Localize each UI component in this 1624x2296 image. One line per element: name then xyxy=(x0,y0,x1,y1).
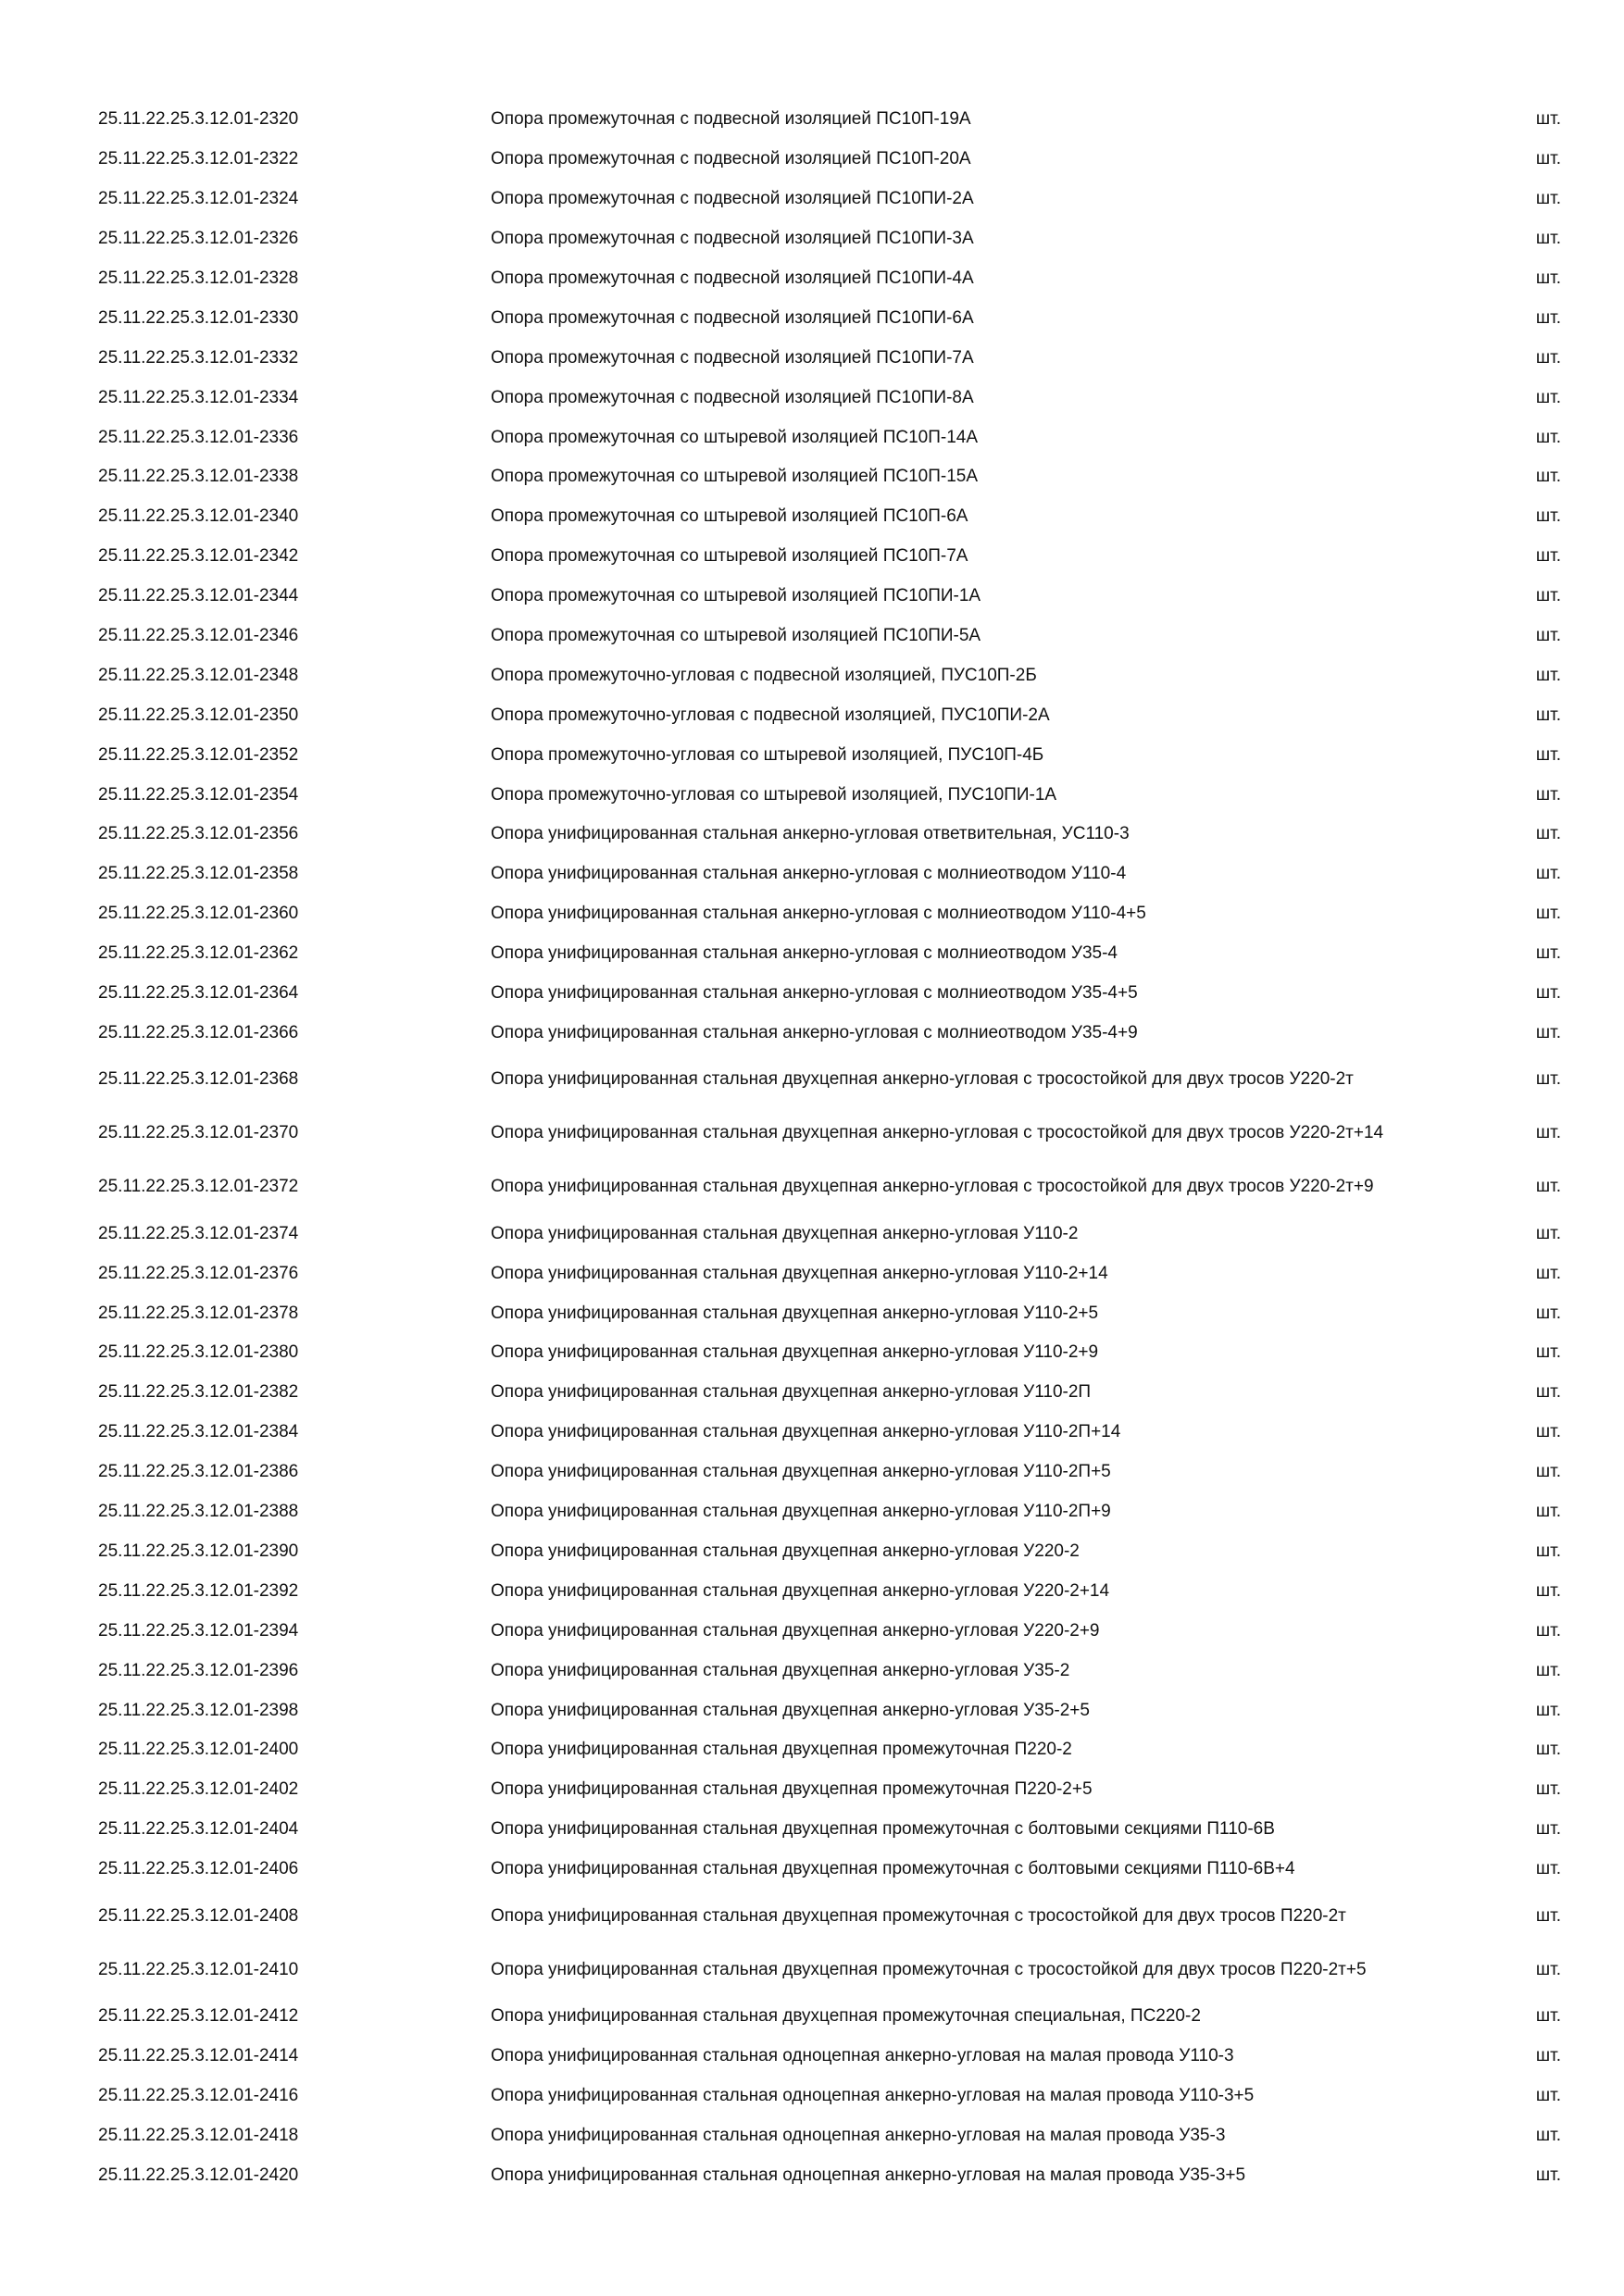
table-row xyxy=(98,2155,1561,2195)
item-code: 25.11.22.25.3.12.01-2370 xyxy=(98,1123,299,1143)
item-unit: шт. xyxy=(1535,1382,1561,1403)
item-unit: шт. xyxy=(1535,824,1561,844)
item-description: Опора унифицированная стальная одноцепная анкерно-угловая на малая провода У110-3+5 xyxy=(491,2085,1255,2105)
item-code: 25.11.22.25.3.12.01-2384 xyxy=(98,1422,299,1442)
item-unit: шт. xyxy=(1535,1660,1561,1680)
item-description: Опора промежуточная с подвесной изоляцией ПС10ПИ-2А xyxy=(491,189,974,209)
item-code: 25.11.22.25.3.12.01-2342 xyxy=(98,546,299,567)
table-row xyxy=(98,894,1561,934)
item-description: Опора унифицированная стальная двухцепная анкерно-угловая У110-2П+5 xyxy=(491,1462,1111,1482)
item-unit: шт. xyxy=(1535,665,1561,685)
item-code: 25.11.22.25.3.12.01-2374 xyxy=(98,1223,299,1243)
table-row xyxy=(98,695,1561,735)
item-description: Опора промежуточная с подвесной изоляцией ПС10П-20А xyxy=(491,149,971,169)
table-row xyxy=(98,497,1561,537)
item-code: 25.11.22.25.3.12.01-2358 xyxy=(98,864,299,884)
item-description: Опора унифицированная стальная двухцепная анкерно-угловая У110-2+14 xyxy=(491,1263,1108,1283)
item-code: 25.11.22.25.3.12.01-2362 xyxy=(98,943,299,964)
item-code: 25.11.22.25.3.12.01-2366 xyxy=(98,1022,299,1042)
item-description: Опора промежуточно-угловая со штыревой изоляцией, ПУС10П-4Б xyxy=(491,744,1044,765)
item-unit: шт. xyxy=(1535,784,1561,805)
table-row xyxy=(98,1571,1561,1611)
item-description: Опора унифицированная стальная двухцепная анкерно-угловая с тросостойкой для двух тросов У220-2т xyxy=(491,1069,1354,1090)
item-unit: шт. xyxy=(1535,1541,1561,1561)
table-row xyxy=(98,1453,1561,1492)
table-row xyxy=(98,1333,1561,1373)
item-description: Опора унифицированная стальная анкерно-угловая с молниеотводом У35-4 xyxy=(491,943,1118,964)
item-code: 25.11.22.25.3.12.01-2338 xyxy=(98,467,299,487)
table-row xyxy=(98,1532,1561,1572)
item-unit: шт. xyxy=(1535,347,1561,368)
item-code: 25.11.22.25.3.12.01-2336 xyxy=(98,427,299,447)
table-row xyxy=(98,457,1561,497)
table-row xyxy=(98,577,1561,617)
item-unit: шт. xyxy=(1535,109,1561,130)
item-description: Опора унифицированная стальная двухцепная анкерно-угловая У220-2+14 xyxy=(491,1580,1110,1601)
item-code: 25.11.22.25.3.12.01-2382 xyxy=(98,1382,299,1403)
table-row xyxy=(98,1013,1561,1053)
item-unit: шт. xyxy=(1535,387,1561,407)
item-code: 25.11.22.25.3.12.01-2324 xyxy=(98,189,299,209)
item-description: Опора унифицированная стальная двухцепная анкерно-угловая У110-2 xyxy=(491,1223,1079,1243)
table-row xyxy=(98,1890,1561,1943)
item-code: 25.11.22.25.3.12.01-2388 xyxy=(98,1502,299,1522)
item-code: 25.11.22.25.3.12.01-2380 xyxy=(98,1342,299,1363)
table-row xyxy=(98,1373,1561,1413)
table-row xyxy=(98,219,1561,259)
item-code: 25.11.22.25.3.12.01-2346 xyxy=(98,626,299,646)
item-code: 25.11.22.25.3.12.01-2348 xyxy=(98,665,299,685)
item-unit: шт. xyxy=(1535,1022,1561,1042)
table-row xyxy=(98,2036,1561,2076)
item-description: Опора унифицированная стальная анкерно-угловая с молниеотводом У35-4+9 xyxy=(491,1022,1138,1042)
table-row xyxy=(98,1651,1561,1691)
item-unit: шт. xyxy=(1535,149,1561,169)
item-description: Опора унифицированная стальная двухцепная анкерно-угловая У35-2+5 xyxy=(491,1700,1090,1720)
price-list-table xyxy=(98,100,1561,2195)
item-description: Опора унифицированная стальная двухцепная анкерно-угловая У220-2+9 xyxy=(491,1620,1100,1641)
item-unit: шт. xyxy=(1535,2085,1561,2105)
item-unit: шт. xyxy=(1535,1069,1561,1090)
item-unit: шт. xyxy=(1535,1422,1561,1442)
table-row xyxy=(98,537,1561,577)
item-code: 25.11.22.25.3.12.01-2340 xyxy=(98,506,299,527)
item-unit: шт. xyxy=(1535,506,1561,527)
item-code: 25.11.22.25.3.12.01-2398 xyxy=(98,1700,299,1720)
table-row xyxy=(98,735,1561,775)
item-unit: шт. xyxy=(1535,1462,1561,1482)
item-unit: шт. xyxy=(1535,943,1561,964)
item-description: Опора унифицированная стальная двухцепная промежуточная П220-2+5 xyxy=(491,1779,1093,1800)
item-unit: шт. xyxy=(1535,1580,1561,1601)
table-row xyxy=(98,259,1561,299)
item-unit: шт. xyxy=(1535,1819,1561,1840)
table-row xyxy=(98,418,1561,457)
item-description: Опора промежуточная с подвесной изоляцией ПС10ПИ-3А xyxy=(491,229,974,249)
item-unit: шт. xyxy=(1535,2165,1561,2185)
item-description: Опора унифицированная стальная двухцепная промежуточная с тросостойкой для двух тросов П220-2т+5 xyxy=(491,1959,1367,1979)
item-unit: шт. xyxy=(1535,1959,1561,1979)
item-unit: шт. xyxy=(1535,1779,1561,1800)
item-description: Опора унифицированная стальная двухцепная промежуточная с болтовыми секциями П110-6В+4 xyxy=(491,1859,1295,1879)
item-description: Опора промежуточная со штыревой изоляцией ПС10П-7А xyxy=(491,546,968,567)
item-description: Опора унифицированная стальная анкерно-угловая ответвительная, УС110-3 xyxy=(491,824,1130,844)
table-row xyxy=(98,180,1561,219)
item-unit: шт. xyxy=(1535,2045,1561,2065)
item-unit: шт. xyxy=(1535,546,1561,567)
item-unit: шт. xyxy=(1535,1740,1561,1760)
item-unit: шт. xyxy=(1535,864,1561,884)
table-row xyxy=(98,1214,1561,1254)
item-code: 25.11.22.25.3.12.01-2414 xyxy=(98,2045,299,2065)
item-code: 25.11.22.25.3.12.01-2394 xyxy=(98,1620,299,1641)
table-row xyxy=(98,1770,1561,1810)
item-unit: шт. xyxy=(1535,1905,1561,1926)
table-row xyxy=(98,1254,1561,1293)
item-description: Опора унифицированная стальная одноцепная анкерно-угловая на малая провода У110-3 xyxy=(491,2045,1234,2065)
item-code: 25.11.22.25.3.12.01-2386 xyxy=(98,1462,299,1482)
item-description: Опора унифицированная стальная двухцепная анкерно-угловая У110-2П xyxy=(491,1382,1092,1403)
item-unit: шт. xyxy=(1535,1859,1561,1879)
item-unit: шт. xyxy=(1535,1263,1561,1283)
item-unit: шт. xyxy=(1535,1620,1561,1641)
item-description: Опора унифицированная стальная двухцепная анкерно-угловая с тросостойкой для двух тросов У220-2т+9 xyxy=(491,1177,1374,1197)
item-code: 25.11.22.25.3.12.01-2320 xyxy=(98,109,299,130)
item-code: 25.11.22.25.3.12.01-2406 xyxy=(98,1859,299,1879)
item-unit: шт. xyxy=(1535,705,1561,725)
item-code: 25.11.22.25.3.12.01-2356 xyxy=(98,824,299,844)
item-description: Опора унифицированная стальная двухцепная анкерно-угловая У220-2 xyxy=(491,1541,1080,1561)
item-code: 25.11.22.25.3.12.01-2332 xyxy=(98,347,299,368)
item-unit: шт. xyxy=(1535,2125,1561,2145)
table-row xyxy=(98,140,1561,180)
item-code: 25.11.22.25.3.12.01-2408 xyxy=(98,1905,299,1926)
item-description: Опора промежуточная со штыревой изоляцией ПС10ПИ-1А xyxy=(491,586,981,606)
item-description: Опора унифицированная стальная двухцепная промежуточная с болтовыми секциями П110-6В xyxy=(491,1819,1275,1840)
item-description: Опора промежуточная с подвесной изоляцией ПС10ПИ-8А xyxy=(491,387,974,407)
item-code: 25.11.22.25.3.12.01-2378 xyxy=(98,1303,299,1323)
item-description: Опора промежуточная со штыревой изоляцией ПС10П-14А xyxy=(491,427,978,447)
table-row xyxy=(98,934,1561,974)
item-unit: шт. xyxy=(1535,427,1561,447)
item-code: 25.11.22.25.3.12.01-2326 xyxy=(98,229,299,249)
item-description: Опора унифицированная стальная анкерно-угловая с молниеотводом У110-4+5 xyxy=(491,904,1146,924)
item-unit: шт. xyxy=(1535,229,1561,249)
item-code: 25.11.22.25.3.12.01-2372 xyxy=(98,1177,299,1197)
item-unit: шт. xyxy=(1535,1177,1561,1197)
item-description: Опора унифицированная стальная двухцепная анкерно-угловая У110-2П+14 xyxy=(491,1422,1121,1442)
table-row xyxy=(98,1943,1561,1997)
item-unit: шт. xyxy=(1535,1303,1561,1323)
table-row xyxy=(98,2076,1561,2115)
table-row xyxy=(98,775,1561,815)
table-row xyxy=(98,1492,1561,1532)
table-row xyxy=(98,1810,1561,1850)
item-unit: шт. xyxy=(1535,1700,1561,1720)
item-unit: шт. xyxy=(1535,467,1561,487)
table-row xyxy=(98,815,1561,855)
item-description: Опора унифицированная стальная двухцепная анкерно-угловая У35-2 xyxy=(491,1660,1070,1680)
table-row xyxy=(98,1691,1561,1730)
item-code: 25.11.22.25.3.12.01-2354 xyxy=(98,784,299,805)
item-code: 25.11.22.25.3.12.01-2376 xyxy=(98,1263,299,1283)
table-row xyxy=(98,1611,1561,1651)
item-description: Опора унифицированная стальная двухцепная промежуточная с тросостойкой для двух тросов П220-2т xyxy=(491,1905,1346,1926)
table-row xyxy=(98,1293,1561,1333)
item-code: 25.11.22.25.3.12.01-2344 xyxy=(98,586,299,606)
item-unit: шт. xyxy=(1535,189,1561,209)
item-code: 25.11.22.25.3.12.01-2352 xyxy=(98,744,299,765)
item-code: 25.11.22.25.3.12.01-2390 xyxy=(98,1541,299,1561)
table-row xyxy=(98,1053,1561,1106)
item-description: Опора унифицированная стальная двухцепная промежуточная специальная, ПС220-2 xyxy=(491,2005,1201,2026)
item-code: 25.11.22.25.3.12.01-2330 xyxy=(98,307,299,328)
item-description: Опора унифицированная стальная одноцепная анкерно-угловая на малая провода У35-3+5 xyxy=(491,2165,1246,2185)
item-code: 25.11.22.25.3.12.01-2418 xyxy=(98,2125,299,2145)
item-description: Опора унифицированная стальная двухцепная анкерно-угловая У110-2+5 xyxy=(491,1303,1099,1323)
item-code: 25.11.22.25.3.12.01-2392 xyxy=(98,1580,299,1601)
item-unit: шт. xyxy=(1535,904,1561,924)
item-description: Опора промежуточно-угловая с подвесной изоляцией, ПУС10П-2Б xyxy=(491,665,1037,685)
item-description: Опора унифицированная стальная двухцепная анкерно-угловая У110-2+9 xyxy=(491,1342,1099,1363)
item-code: 25.11.22.25.3.12.01-2364 xyxy=(98,983,299,1004)
item-code: 25.11.22.25.3.12.01-2350 xyxy=(98,705,299,725)
table-row xyxy=(98,1730,1561,1770)
item-description: Опора унифицированная стальная одноцепная анкерно-угловая на малая провода У35-3 xyxy=(491,2125,1226,2145)
item-unit: шт. xyxy=(1535,983,1561,1004)
item-unit: шт. xyxy=(1535,744,1561,765)
item-code: 25.11.22.25.3.12.01-2322 xyxy=(98,149,299,169)
item-description: Опора унифицированная стальная двухцепная анкерно-угловая У110-2П+9 xyxy=(491,1502,1111,1522)
item-description: Опора промежуточная с подвесной изоляцией ПС10ПИ-7А xyxy=(491,347,974,368)
item-code: 25.11.22.25.3.12.01-2328 xyxy=(98,268,299,288)
item-description: Опора промежуточная с подвесной изоляцией ПС10П-19А xyxy=(491,109,971,130)
item-description: Опора унифицированная стальная анкерно-угловая с молниеотводом У35-4+5 xyxy=(491,983,1138,1004)
item-code: 25.11.22.25.3.12.01-2368 xyxy=(98,1069,299,1090)
item-code: 25.11.22.25.3.12.01-2410 xyxy=(98,1959,299,1979)
item-code: 25.11.22.25.3.12.01-2360 xyxy=(98,904,299,924)
item-unit: шт. xyxy=(1535,2005,1561,2026)
item-code: 25.11.22.25.3.12.01-2412 xyxy=(98,2005,299,2026)
table-row xyxy=(98,338,1561,378)
item-unit: шт. xyxy=(1535,268,1561,288)
item-unit: шт. xyxy=(1535,1502,1561,1522)
item-code: 25.11.22.25.3.12.01-2334 xyxy=(98,387,299,407)
item-description: Опора промежуточная со штыревой изоляцией ПС10ПИ-5А xyxy=(491,626,981,646)
item-unit: шт. xyxy=(1535,1223,1561,1243)
table-row xyxy=(98,378,1561,418)
table-row xyxy=(98,2115,1561,2155)
item-code: 25.11.22.25.3.12.01-2416 xyxy=(98,2085,299,2105)
item-description: Опора промежуточная со штыревой изоляцией ПС10П-15А xyxy=(491,467,978,487)
item-unit: шт. xyxy=(1535,626,1561,646)
item-unit: шт. xyxy=(1535,307,1561,328)
item-unit: шт. xyxy=(1535,1342,1561,1363)
item-description: Опора унифицированная стальная двухцепная анкерно-угловая с тросостойкой для двух тросов У220-2т+14 xyxy=(491,1123,1384,1143)
item-code: 25.11.22.25.3.12.01-2420 xyxy=(98,2165,299,2185)
item-description: Опора промежуточно-угловая с подвесной изоляцией, ПУС10ПИ-2А xyxy=(491,705,1050,725)
table-row xyxy=(98,617,1561,656)
item-unit: шт. xyxy=(1535,586,1561,606)
table-row xyxy=(98,1850,1561,1890)
item-description: Опора унифицированная стальная анкерно-угловая с молниеотводом У110-4 xyxy=(491,864,1127,884)
item-description: Опора унифицированная стальная двухцепная промежуточная П220-2 xyxy=(491,1740,1072,1760)
table-row xyxy=(98,100,1561,140)
table-row xyxy=(98,298,1561,338)
table-row xyxy=(98,1160,1561,1214)
item-code: 25.11.22.25.3.12.01-2402 xyxy=(98,1779,299,1800)
item-code: 25.11.22.25.3.12.01-2396 xyxy=(98,1660,299,1680)
table-row xyxy=(98,1413,1561,1453)
table-row xyxy=(98,974,1561,1014)
item-code: 25.11.22.25.3.12.01-2400 xyxy=(98,1740,299,1760)
item-code: 25.11.22.25.3.12.01-2404 xyxy=(98,1819,299,1840)
item-description: Опора промежуточная с подвесной изоляцией ПС10ПИ-4А xyxy=(491,268,974,288)
table-row xyxy=(98,1106,1561,1160)
table-row xyxy=(98,1997,1561,2037)
table-row xyxy=(98,655,1561,695)
item-description: Опора промежуточно-угловая со штыревой изоляцией, ПУС10ПИ-1А xyxy=(491,784,1057,805)
table-row xyxy=(98,855,1561,894)
item-description: Опора промежуточная со штыревой изоляцией ПС10П-6А xyxy=(491,506,968,527)
item-unit: шт. xyxy=(1535,1123,1561,1143)
item-description: Опора промежуточная с подвесной изоляцией ПС10ПИ-6А xyxy=(491,307,974,328)
